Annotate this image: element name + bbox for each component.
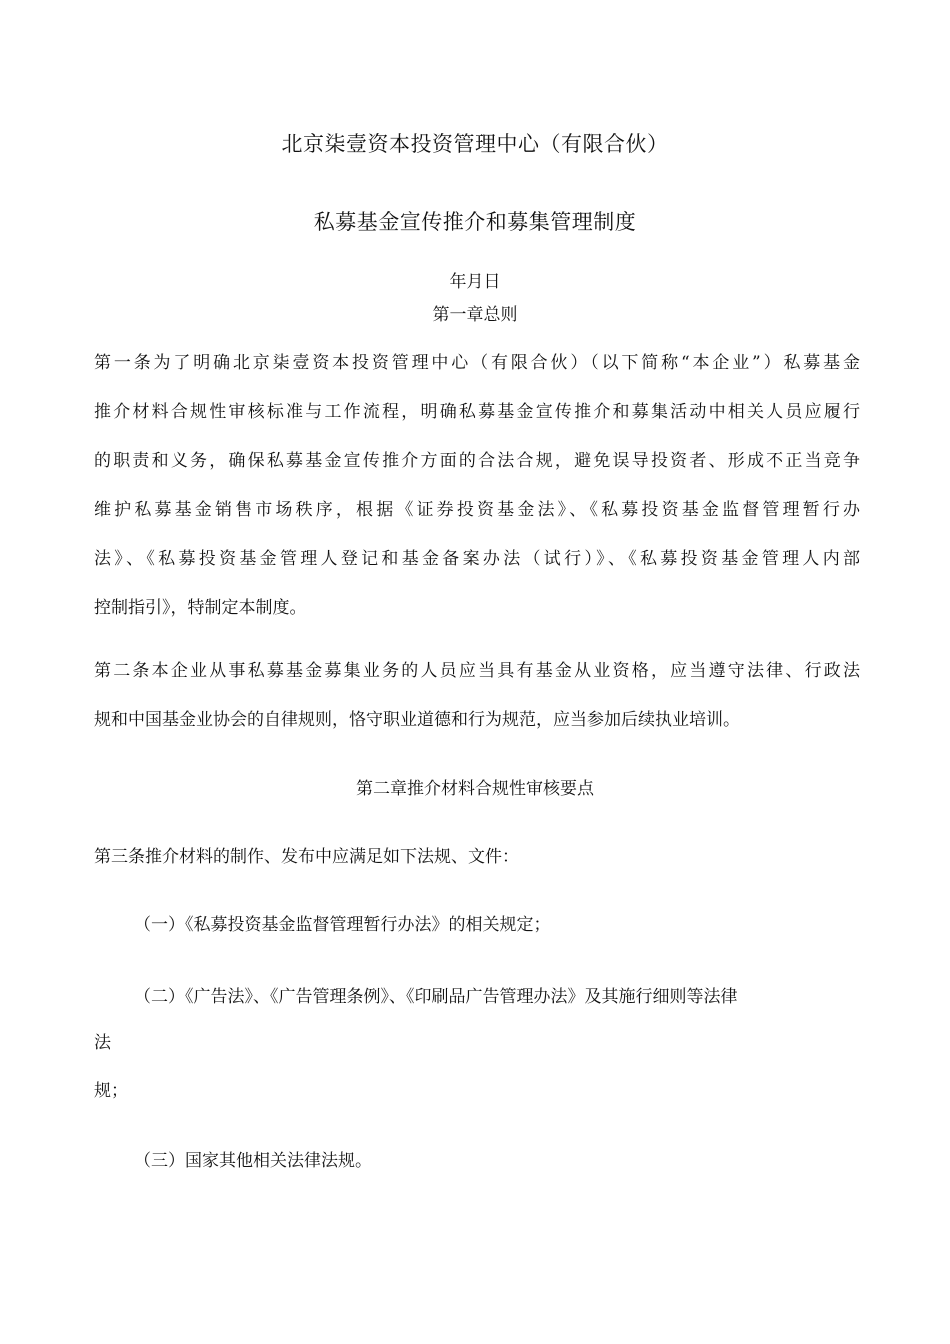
list-item	[94, 913, 860, 937]
list-item	[94, 1149, 860, 1173]
article-1-line: 维护私募基金销售市场秩序，根据《证券投资基金法》、《私募投资基金监督管理暂行办	[94, 500, 860, 520]
document-date: 年月日	[449, 272, 501, 292]
article-3	[94, 845, 860, 894]
article-1-line: 的职责和义务，确保私募基金宣传推介方面的合法合规，避免误导投资者、形成不正当竞争	[94, 451, 860, 471]
list-item-text: （一）《私募投资基金监督管理暂行办法》的相关规定；	[134, 915, 551, 935]
article-2-line: 第二条本企业从事私募基金募集业务的人员应当具有基金从业资格，应当遵守法律、行政法	[94, 661, 860, 681]
article-3-line: 第三条推介材料的制作、发布中应满足如下法规、文件：	[94, 847, 519, 867]
list-item-text: （二）《广告法》、《广告管理条例》、《印刷品广告管理办法》及其施行细则等法律	[134, 987, 738, 1007]
document-subtitle: 私募基金宣传推介和募集管理制度	[313, 210, 637, 234]
list-item-continuation: 规；	[94, 1081, 128, 1101]
list-item-continuation: 法	[94, 1033, 111, 1053]
article-2-line: 规和中国基金业协会的自律规则，恪守职业道德和行为规范，应当参加后续执业培训。	[94, 710, 740, 730]
article-1-line: 法》、《私募投资基金管理人登记和基金备案办法（试行）》、《私募投资基金管理人内部	[94, 549, 860, 569]
article-1	[94, 351, 860, 645]
article-1-line: 第一条为了明确北京柒壹资本投资管理中心（有限合伙）（以下简称“本企业”）私募基金	[94, 353, 860, 373]
document-title: 北京柒壹资本投资管理中心（有限合伙）	[281, 132, 669, 156]
chapter-heading-2: 第二章推介材料合规性审核要点	[356, 779, 594, 799]
article-1-line: 控制指引》，特制定本制度。	[94, 598, 307, 618]
chapter-heading-1: 第一章总则	[432, 305, 518, 325]
list-item	[94, 985, 860, 1009]
article-2	[94, 659, 860, 757]
article-1-line: 推介材料合规性审核标准与工作流程，明确私募基金宣传推介和募集活动中相关人员应履行	[94, 402, 860, 422]
list-item-text: （三）国家其他相关法律法规。	[134, 1151, 372, 1171]
